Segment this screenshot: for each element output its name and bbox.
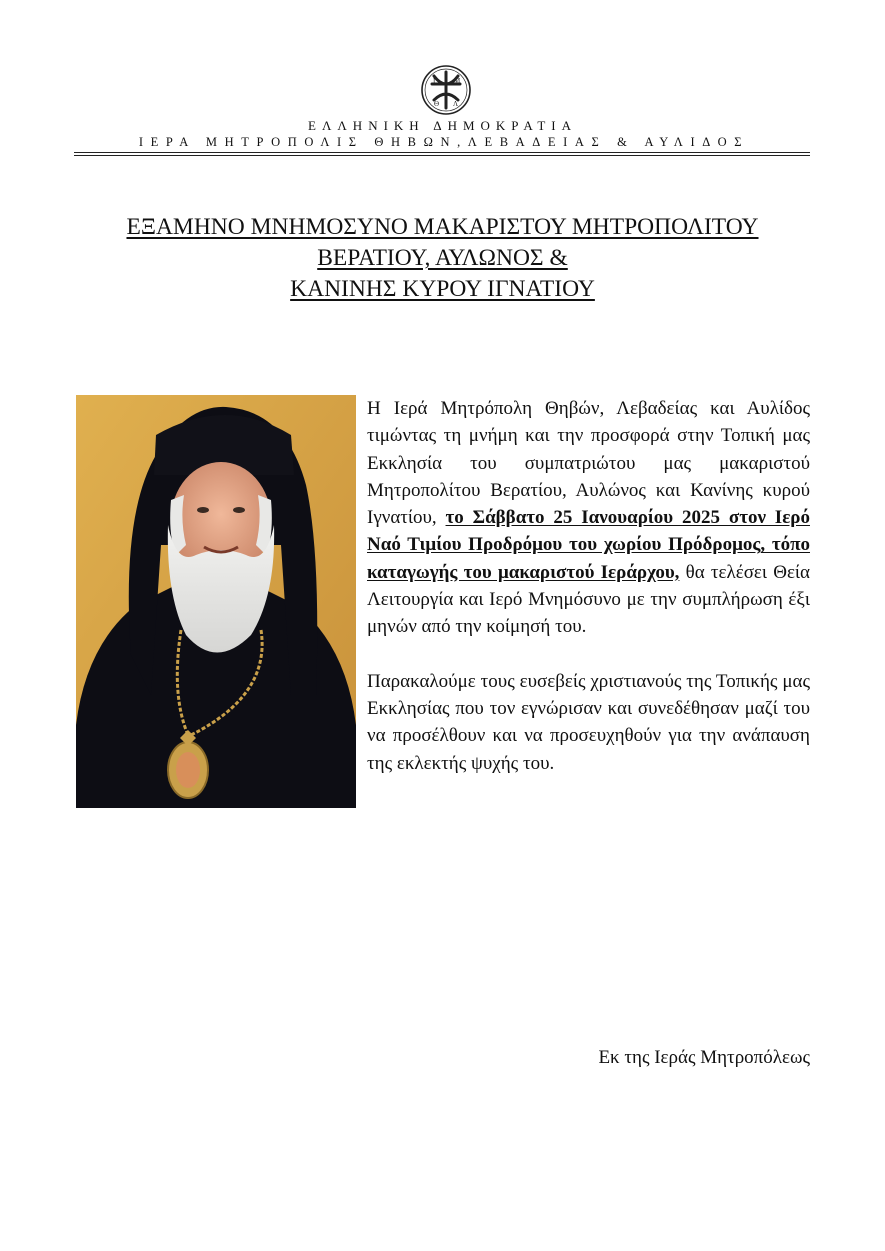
event-details: το Σάββατο 25 Ιανουαρίου 2025 στον Ιερό Ναό Τιμίου Προδρόμου του χωρίου Πρόδρομος, τόπο καταγωγής του μακαριστού Ιεράρχου,	[367, 507, 810, 583]
announcement-paragraph-1: Η Ιερά Μητρόπολη Θηβών, Λεβαδείας και Αυλίδος τιμώντας τη μνήμη και την προσφορά στην Τοπική μας Εκκλησία του συμπατριώτου μας μακαριστού Μητροπολίτου Βερατίου, Αυλώνος και Κανίνης κυρού Ιγνατίου, το Σάββατο 25 Ιανουαρίου 2025 στον Ιερό Ναό Τιμίου Προδρόμου του χωρίου Πρόδρομος, τόπο καταγωγής του μακαριστού Ιεράρχου, θα τελέσει Θεία Λειτουργία και Ιερό Μνημόσυνο με την συμπλήρωση έξι μηνών από την κοίμησή του.	[367, 398, 810, 638]
metropolis-seal-icon	[420, 64, 472, 116]
header-metropolis: ΙΕΡΑ ΜΗΤΡΟΠΟΛΙΣ ΘΗΒΩΝ,ΛΕΒΑΔΕΙΑΣ & ΑΥΛΙΔΟΣ	[138, 135, 750, 149]
title-line-3: ΚΑΝΙΝΗΣ ΚΥΡΟΥ ΙΓΝΑΤΙΟΥ	[290, 276, 595, 302]
header-country: ΕΛΛΗΝΙΚΗ ΔΗΜΟΚΡΑΤΙΑ	[308, 118, 577, 133]
svg-text:Θ: Θ	[434, 100, 440, 108]
svg-text:Ι: Ι	[433, 77, 436, 85]
header-rule	[74, 152, 810, 153]
document-title	[40, 212, 845, 305]
svg-text:Λ: Λ	[453, 100, 459, 108]
announcement-paragraph-2: Παρακαλούμε τους ευσεβείς χριστιανούς της Τοπικής μας Εκκλησίας που τον εγνώρισαν και συνεδέθησαν μαζί του να προσέλθουν και να προσευχηθούν για την ανάπαυση της εκλεκτής ψυχής του.	[367, 670, 810, 774]
title-line-2: ΒΕΡΑΤΙΟΥ, ΑΥΛΩΝΟΣ &	[317, 245, 568, 271]
title-line-1: ΕΞΑΜΗΝΟ ΜΝΗΜΟΣΥΝΟ ΜΑΚΑΡΙΣΤΟΥ ΜΗΤΡΟΠΟΛΙΤΟΥ	[126, 214, 759, 240]
signature: Εκ της Ιεράς Μητροπόλεως	[598, 1047, 810, 1068]
header-rule-second	[74, 155, 810, 156]
svg-text:Μ: Μ	[454, 77, 461, 85]
announcement-body	[76, 395, 810, 808]
